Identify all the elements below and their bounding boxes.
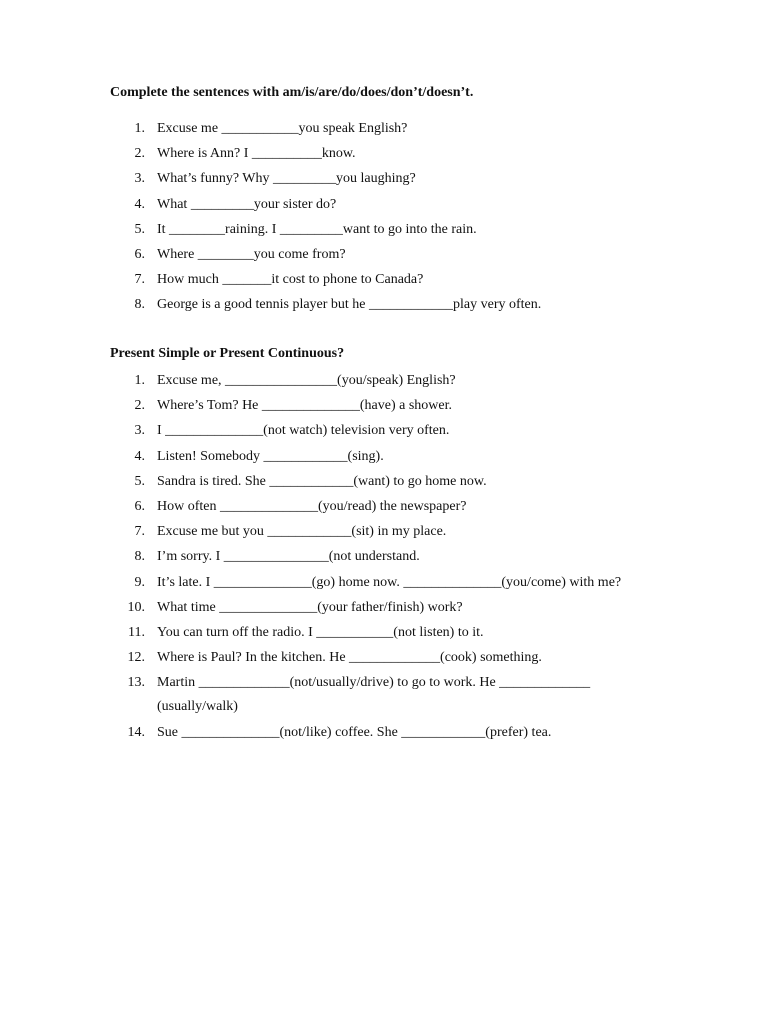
- item-number: 6.: [134, 498, 145, 514]
- item-text: How often ______________(you/read) the newspaper?: [157, 498, 467, 514]
- item-text: Excuse me, ________________(you/speak) English?: [157, 373, 456, 388]
- list-item: [0, 522, 768, 547]
- list-item: [0, 497, 768, 522]
- section-1-list: [0, 119, 768, 321]
- item-text: George is a good tennis player but he ____________play very often.: [157, 297, 542, 313]
- section-2-title: Present Simple or Present Continuous?: [110, 346, 345, 361]
- item-text: Where’s Tom? He ______________(have) a shower.: [157, 398, 453, 414]
- list-item: [0, 472, 768, 497]
- item-text: What’s funny? Why _________you laughing?: [157, 171, 416, 187]
- item-text: I’m sorry. I _______________(not understand.: [157, 549, 420, 565]
- section-2-list: [0, 371, 768, 748]
- list-item: [0, 421, 768, 446]
- item-text: Listen! Somebody ____________(sing).: [157, 448, 384, 464]
- item-number: 3.: [134, 171, 145, 187]
- item-number: 12.: [127, 650, 145, 666]
- list-item: [0, 648, 768, 673]
- item-number: 5.: [134, 221, 145, 237]
- item-number: 6.: [134, 246, 145, 262]
- item-text: Excuse me but you ____________(sit) in my place.: [157, 524, 447, 540]
- item-text: Sue ______________(not/like) coffee. She ____________(prefer) tea.: [157, 725, 552, 741]
- item-text-continuation: (usually/walk): [157, 699, 238, 715]
- item-number: 4.: [134, 196, 145, 212]
- item-text: It’s late. I ______________(go) home now. ______________(you/come) with me?: [157, 574, 622, 590]
- list-item: [0, 673, 768, 723]
- item-number: 7.: [134, 272, 145, 288]
- list-item: [0, 623, 768, 648]
- item-number: 1.: [134, 373, 145, 388]
- item-number: 7.: [134, 524, 145, 540]
- item-number: 9.: [134, 574, 145, 590]
- list-item: [0, 573, 768, 598]
- item-number: 2.: [134, 146, 145, 162]
- item-text: Where is Ann? I __________know.: [157, 146, 356, 162]
- item-text: What time ______________(your father/finish) work?: [157, 599, 463, 615]
- list-item: [0, 371, 768, 396]
- item-text: How much _______it cost to phone to Canada?: [157, 272, 424, 288]
- list-item: [0, 598, 768, 623]
- list-item: [0, 169, 768, 194]
- item-text: Excuse me ___________you speak English?: [157, 121, 408, 136]
- item-text: Where is Paul? In the kitchen. He _____________(cook) something.: [157, 650, 542, 666]
- item-number: 4.: [134, 448, 145, 464]
- item-number: 3.: [134, 423, 145, 439]
- section-1-title: Complete the sentences with am/is/are/do/does/don’t/doesn’t.: [110, 85, 474, 100]
- list-item: [0, 195, 768, 220]
- item-number: 2.: [134, 398, 145, 414]
- list-item: [0, 245, 768, 270]
- list-item: [0, 447, 768, 472]
- list-item: [0, 396, 768, 421]
- item-number: 14.: [127, 725, 145, 741]
- list-item: [0, 295, 768, 320]
- item-text: I ______________(not watch) television very often.: [157, 423, 450, 439]
- item-text: Sandra is tired. She ____________(want) to go home now.: [157, 473, 487, 489]
- item-text: Martin _____________(not/usually/drive) to go to work. He _____________: [157, 675, 591, 691]
- list-item: [0, 119, 768, 144]
- item-number: 10.: [127, 599, 145, 615]
- item-number: 8.: [134, 549, 145, 565]
- item-number: 8.: [134, 297, 145, 313]
- item-number: 1.: [134, 121, 145, 136]
- item-text: You can turn off the radio. I ___________(not listen) to it.: [157, 624, 484, 640]
- list-item: [0, 547, 768, 572]
- item-text: Where ________you come from?: [157, 246, 346, 262]
- list-item: [0, 270, 768, 295]
- list-item: [0, 144, 768, 169]
- item-text: It ________raining. I _________want to go into the rain.: [157, 221, 477, 237]
- item-number: 11.: [128, 624, 145, 640]
- item-number: 5.: [134, 473, 145, 489]
- item-text: What _________your sister do?: [157, 196, 337, 212]
- list-item: [0, 220, 768, 245]
- list-item: [0, 723, 768, 748]
- item-number: 13.: [127, 675, 145, 691]
